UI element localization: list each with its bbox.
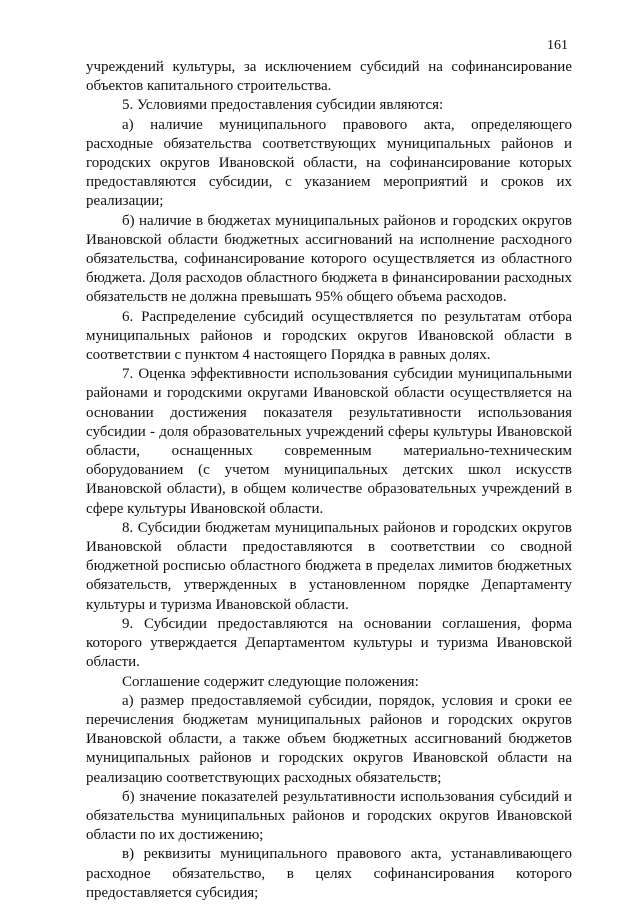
- paragraph-item-7: 7. Оценка эффективности использования субсидии муниципальными районами и городскими округами Ивановской области осуществляется на основании достижения показателя результативности использования субсидии - доля образовательных учреждений сферы культуры Ивановской области, оснащенных современным материально-техническим оборудованием (с учетом муниципальных детских школ искусств Ивановской области), в общем количестве образовательных учреждений в сфере культуры Ивановской области.: [86, 366, 572, 517]
- paragraph-agreement-c: в) реквизиты муниципального правового акта, устанавливающего расходное обязательство, в целях софинансирования которого предоставляется субсидия;: [86, 846, 572, 901]
- paragraph-agreement-b: б) значение показателей результативности использования субсидий и обязательства муниципальных районов и городских округов Ивановской области по их достижению;: [86, 788, 572, 844]
- paragraph-agreement-a: а) размер предоставляемой субсидии, порядок, условия и сроки ее перечисления бюджетам муниципальных районов и городских округов Ивановской области, а также объем бюджетных ассигнований бюджетов муниципальных районов и городских округов Ивановской области на реализацию соответствующих расходных обязательств;: [86, 692, 572, 786]
- paragraph-item-5a: а) наличие муниципального правового акта, определяющего расходные обязательства соответствующих муниципальных районов и городских округов Ивановской области, на софинансирование которых предоставляются субсидии, с указанием мероприятий и сроков их реализации;: [86, 116, 572, 210]
- document-body: [86, 58, 572, 903]
- paragraph-item-9: 9. Субсидии предоставляются на основании соглашения, форма которого утверждается Департаментом культуры и туризма Ивановской области.: [86, 615, 572, 671]
- paragraph-item-5: 5. Условиями предоставления субсидии являются:: [122, 97, 444, 114]
- paragraph-item-8: 8. Субсидии бюджетам муниципальных районов и городских округов Ивановской области предоставляются в соответствии со сводной бюджетной росписью областного бюджета в пределах лимитов бюджетных обязательств, утвержденных в установленном порядке Департаменту культуры и туризма Ивановской области.: [86, 519, 572, 613]
- paragraph-agreement-intro: Соглашение содержит следующие положения:: [122, 673, 419, 690]
- page-number: 161: [547, 38, 568, 53]
- paragraph-continuation: учреждений культуры, за исключением субсидий на софинансирование объектов капитального строительства.: [86, 59, 572, 95]
- paragraph-item-6: 6. Распределение субсидий осуществляется по результатам отбора муниципальных районов и городских округов Ивановской области в соответствии с пунктом 4 настоящего Порядка в равных долях.: [86, 308, 572, 364]
- paragraph-item-5b: б) наличие в бюджетах муниципальных районов и городских округов Ивановской области бюджетных ассигнований на исполнение расходного обязательства, софинансирование которого осуществляется из областного бюджета. Доля расходов областного бюджета в финансировании расходных обязательств не должна превышать 95% общего объема расходов.: [86, 212, 572, 306]
